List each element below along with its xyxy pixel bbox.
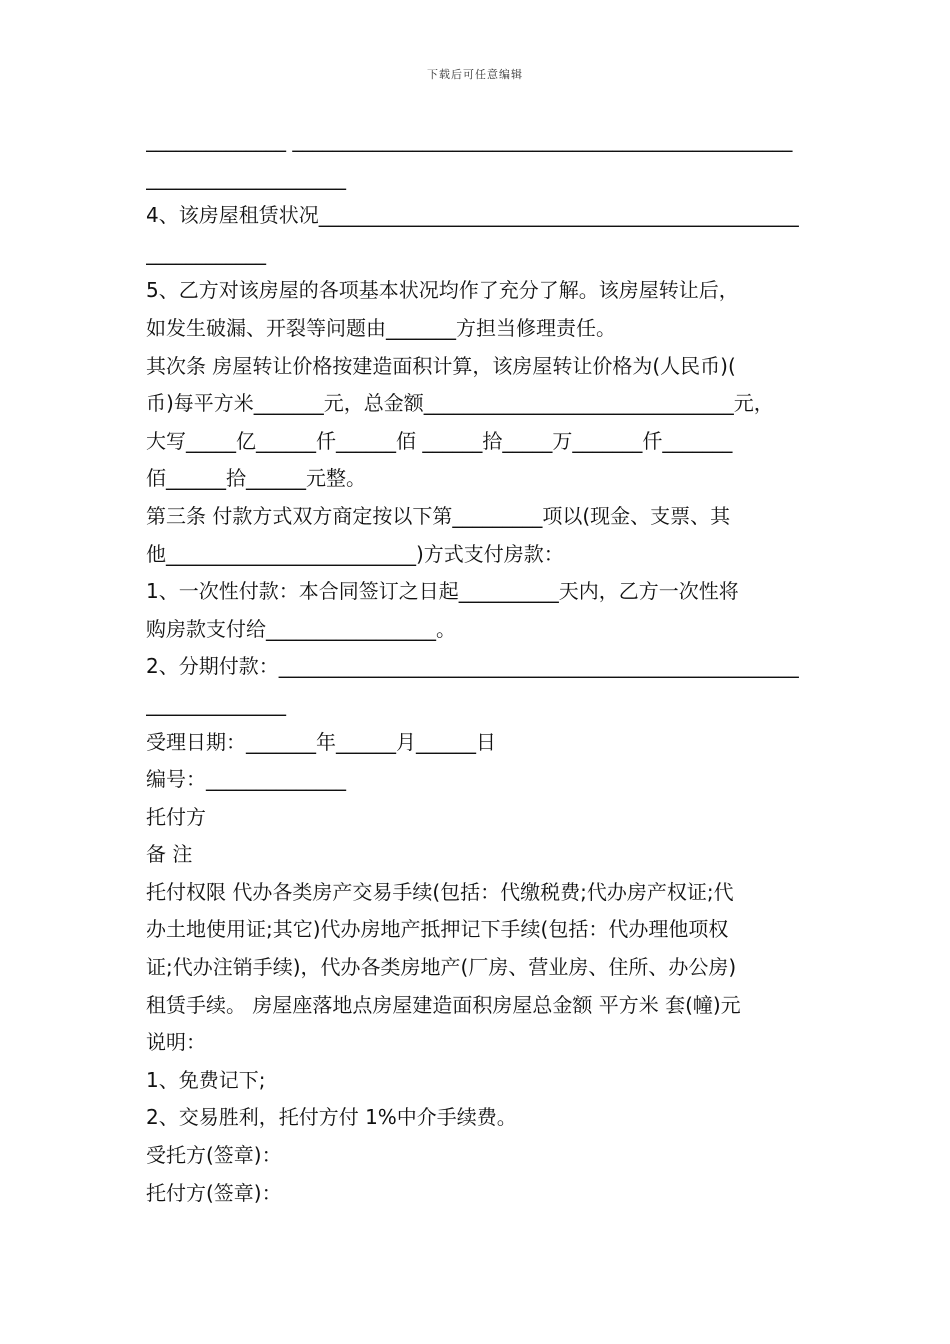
text-line: 托付方(签章)： [146, 1180, 282, 1205]
text-line: 租赁手续。 房屋座落地点房屋建造面积房屋总金额 平方米 套(幢)元 [146, 992, 741, 1017]
text-line: 办土地使用证;其它)代办房地产抵押记下手续(包括：代办理他项权 [146, 917, 729, 942]
text-line: 第三条 付款方式双方商定按以下第_________项以(现金、支票、其 [146, 503, 731, 528]
text-line: 5、乙方对该房屋的各项基本状况均作了充分了解。该房屋转让后， [146, 278, 739, 303]
text-line: 受托方(签章)： [146, 1143, 282, 1168]
text-line: 证;代办注销手续)，代办各类房地产(厂房、营业房、住所、办公房) [146, 955, 737, 980]
text-line: 佰______拾______元整。 [146, 466, 366, 491]
text-line: 币)每平方米_______元，总金额_______________________________元， [146, 391, 774, 416]
text-line: 4、该房屋租赁状况________________________________________________ [146, 203, 799, 228]
text-line: 编号：______________ [146, 767, 346, 792]
text-line: 购房款支付给_________________。 [146, 616, 456, 641]
text-line: 1、免费记下; [146, 1067, 266, 1092]
text-line: 备 注 [146, 842, 193, 867]
text-line: 托付权限 代办各类房产交易手续(包括：代缴税费;代办房产权证;代 [146, 879, 734, 904]
text-line: 2、交易胜利，托付方付 1%中介手续费。 [146, 1105, 517, 1130]
text-line: ____________ [146, 240, 266, 265]
text-line: ____________________ [146, 165, 346, 190]
text-line: 如发生破漏、开裂等问题由_______方担当修理责任。 [146, 315, 616, 340]
page-header: 下载后可任意编辑 [427, 68, 523, 81]
text-line: ______________ __________________________________________________ [146, 128, 793, 152]
text-line: 受理日期：_______年______月______日 [146, 729, 496, 754]
text-line: 他_________________________)方式支付房款： [146, 541, 564, 566]
text-line: 1、一次性付款：本合同签订之日起__________天内，乙方一次性将 [146, 579, 739, 604]
text-line: 大写_____亿______仟______佰 ______拾_____万_______仟_______ [146, 428, 733, 453]
text-line: 托付方 [146, 804, 206, 829]
text-line: 说明： [146, 1030, 206, 1055]
text-line: ______________ [146, 691, 286, 716]
document-body [146, 122, 808, 1212]
text-line: 其次条 房屋转让价格按建造面积计算，该房屋转让价格为(人民币)( [146, 353, 736, 378]
text-line: 2、分期付款：____________________________________________________ [146, 654, 799, 679]
